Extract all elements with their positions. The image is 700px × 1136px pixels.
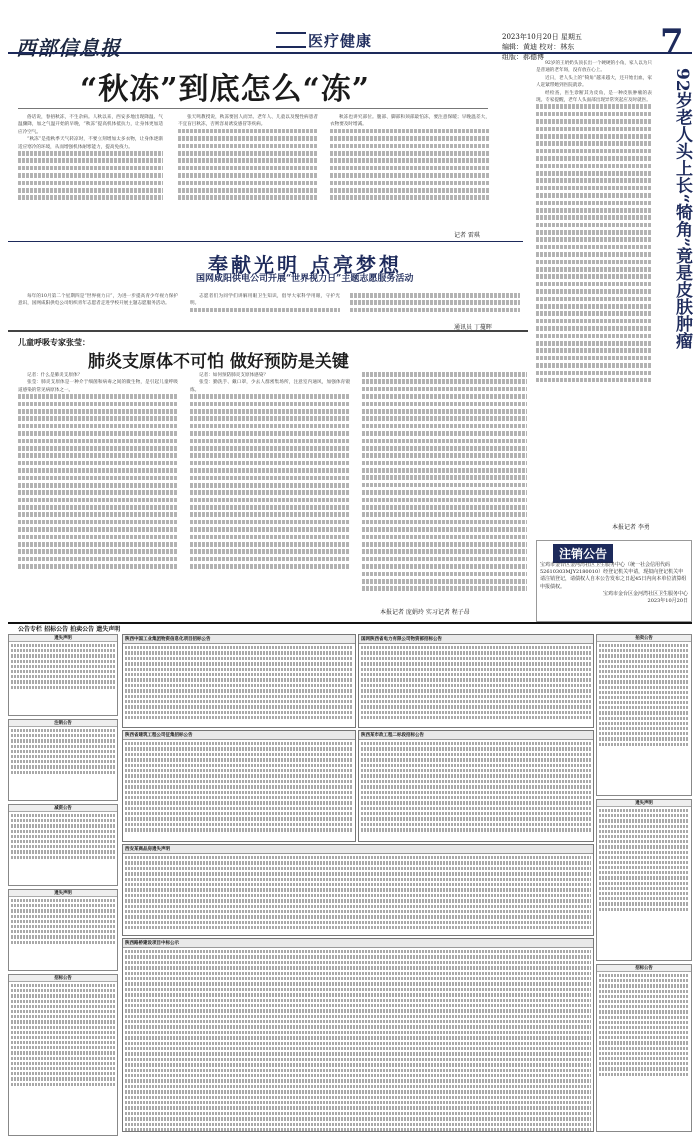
ad-block: 陕西某市政工程二标段招标公告 [358,730,594,842]
article1-paragraph: 俗话说，春捂秋冻，不生杂病。人秋以来，西安多地出现降温、气温骤降，加之气温开始的早晚，“秋冻”提高机体抵抗力，让身体更加适应冷空气。 [18,115,163,135]
side-story-paragraph: 92岁的王奶奶头顶长出一个硬硬的小角，家人以为只是普通的老年斑，没有放在心上。 [536,61,652,74]
article2-kicker: 儿童呼吸专家张莹： [18,337,90,347]
side-story-title: 92岁老人头上长“犄角”竟是皮肤肿瘤 [672,68,692,350]
side-story-paragraph: 近日，老人头上的“犄角”越来越大，还开始出血，家人赶紧带她到医院就诊。 [536,75,652,89]
issue-layout: 组版：郝德博 [502,53,544,61]
article1-column-1 [18,114,163,234]
article1-column-2 [178,114,318,234]
article1-paragraph: “秋冻”是指秋季天气转凉时，不要立刻增加太多衣物，让身体逐渐适应寒冷的环境，从而增强机体耐寒能力，提高免疫力。 [18,137,163,150]
article1-paragraph: 张天鸣教授说，秋冻要因人而异。老年人、儿童以及慢性病患者不宜盲目秋冻，否则容易诱发感冒等疾病。 [178,115,318,128]
article1-rule [18,108,488,109]
notice-date: 2023年10月20日 [647,598,688,605]
ad-small: 招标公告 [8,974,118,1136]
section-decoration [276,32,306,48]
ad-small: 注销公告 [8,719,118,801]
ad-block: 陕西路桥建设项目中标公示 [122,938,594,1132]
issue-info [502,32,662,62]
issue-editor: 编辑：黄迪 校对：林东 [502,43,575,51]
article1-paragraph: 秋冻也讲究部位。腹部、脚部和颈部最怕冻，要注意保暖；早晚温差大，衣物要及时增减。 [330,115,490,128]
banner-author: 通讯员 丁蔓晖 [454,324,492,331]
banner-column-2 [190,293,340,329]
ad-small: 遗失声明 [8,889,118,971]
ad-small: 拍卖公告 [596,634,692,796]
ad-block: 陕西中国工业集团物资信息化项目招标公告 [122,634,356,728]
ads-center [122,634,592,1130]
ad-block: 西安某商品房遗失声明 [122,844,594,936]
side-story-author: 本报记者 李勇 [612,524,650,531]
article2-author: 本报记者 庞娟玲 实习记者 程子昂 [380,609,470,616]
banner-paragraph: 每年的10月第二个星期四是“世界视力日”，为进一步提高青少年视力保护意识，国网咸阳供电公司组织青年志愿者走进学校开展主题志愿服务活动。 [18,294,178,307]
article2-qa: 张莹：勤洗手、戴口罩，少去人群密集场所，注意室内通风，加强体育锻炼。 [190,380,350,393]
ads-left-column [8,634,118,1130]
article2-rule [8,330,528,332]
banner-subtitle: 国网咸阳供电公司开展“世界视力日”主题志愿服务活动 [196,274,414,284]
ad-small: 遗失声明 [8,634,118,716]
ads-header: 公告专栏 招标公告 拍卖公告 遗失声明 [18,626,121,633]
header-rule [8,52,692,54]
notice-text: 宝鸡市金台区金河湾社区卫生服务中心（统一社会信用代码52610303MJY2180010）经登记机关申请，现拟向登记机关申请注销登记，请债权人自本公告发布之日起45日内向本单位清算组申报债权。 [540,562,687,590]
article2-qa: 记者：如何预防肺炎支原体感染？ [199,373,268,378]
section-title: 医疗健康 [308,32,373,50]
notice-body [540,562,688,605]
banner-paragraph: 志愿者们为同学们讲解用眼卫生知识，倡导大家科学用眼，守护光明。 [190,294,340,307]
ad-block: 陕西省建筑工程公司征集招标公告 [122,730,356,842]
banner-column-1 [18,293,178,329]
ads-right-column [596,634,692,1130]
notice-signer: 宝鸡市金台区金河湾社区卫生服务中心 [602,590,688,597]
article2-column-1 [18,372,178,612]
article1-author: 记者 雷琪 [454,232,480,239]
page-number: 7 [660,22,684,62]
article2-headline: 肺炎支原体不可怕 做好预防是关键 [88,352,349,372]
banner-title: 奉献光明 点亮梦想 [208,253,402,277]
ad-small: 招标公告 [596,964,692,1132]
notice-title: 注销公告 [553,544,613,563]
banner-column-3 [350,293,520,323]
ad-small: 遗失声明 [596,799,692,961]
side-story-paragraph: 经检查，医生诊断其为皮角，是一种皮肤肿瘤的表现。专家提醒，老年人头面部出现异常突起应及时就医。 [536,90,652,104]
newspaper-name: 西部信息报 [16,36,121,60]
side-story-body [536,60,652,530]
article2-qa: 张莹：肺炎支原体是一种介于细菌和病毒之间的微生物，是引起儿童呼吸道感染的常见病原体之一。 [18,380,178,393]
article1-headline: “秋冻”到底怎么“冻” [80,72,371,107]
ad-small: 减资公告 [8,804,118,886]
article2-qa: 记者：什么是肺炎支原体？ [27,373,83,378]
issue-date: 2023年10月20日 星期五 [502,33,582,41]
ad-block: 国网陕西省电力有限公司物资部招标公告 [358,634,594,728]
article1-column-3 [330,114,490,234]
article2-column-2 [190,372,350,612]
article2-column-3 [362,372,527,602]
